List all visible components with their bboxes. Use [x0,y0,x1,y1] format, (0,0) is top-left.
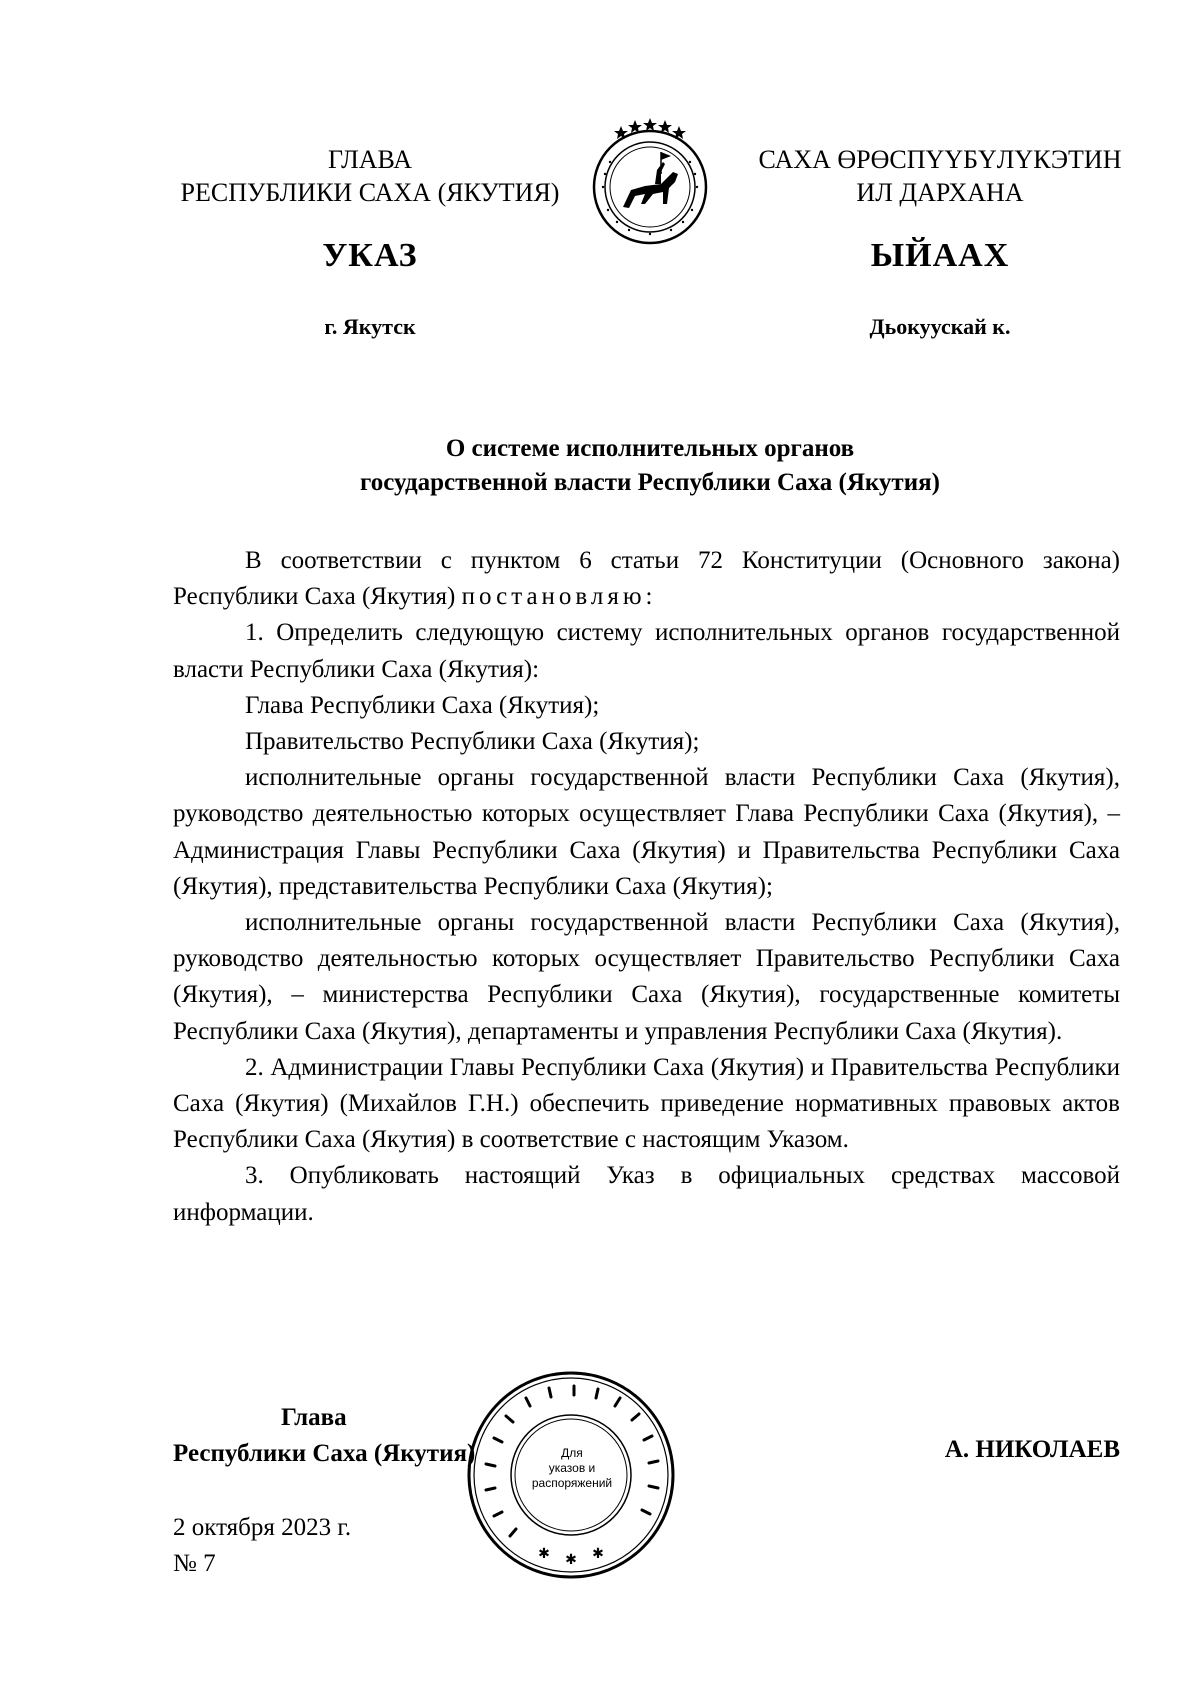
svg-text:✱: ✱ [565,1552,577,1568]
document-date: 2 октября 2023 г. [173,1514,352,1541]
document-title [200,432,1100,500]
signatory-name: А. НИКОЛАЕВ [944,1436,1120,1463]
signatory-title-line2: Республики Саха (Якутия) [173,1440,476,1467]
stamp-center-text [524,1446,620,1491]
clause-1-item-government-bodies: исполнительные органы государственной власти Республики Саха (Якутия), руководство деятельностью которых осуществляет Правительство Республики Саха (Якутия), – министерства Республики Саха (Якутия), государственные комитеты Республики Саха (Якутия), департаменты и управления Республики Саха (Якутия). [173,909,1120,1045]
svg-text:✱: ✱ [592,1546,604,1562]
coat-of-arms-icon [583,112,718,247]
clause-1-item-head-bodies: исполнительные органы государственной власти Республики Саха (Якутия), руководство деятельностью которых осуществляет Глава Республики Саха (Якутия), – Администрация Главы Республики Саха (Якутия) и Правительства Республики Саха (Якутия), представительства Республики Саха (Якутия); [173,764,1120,900]
doc-type-sah: ЫЙААХ [870,237,1010,274]
title-line1: О системе исполнительных органов [445,435,855,462]
city-sah: Дьокуускай к. [869,314,1011,339]
issuer-ru-line2: РЕСПУБЛИКИ САХА (ЯКУТИЯ) [180,178,560,207]
doc-type-ru: УКАЗ [322,237,418,274]
preamble [173,543,1120,615]
issuer-ru [170,143,570,343]
clause-2: 2. Администрации Главы Республики Саха (Якутия) и Правительства Республики Саха (Якутия) (Михайлов Г.Н.) обеспечить приведение нормативных правовых актов Республики Саха (Якутия) в соответствие с настоящим Указом. [173,1053,1120,1154]
document-date-number [173,1510,351,1582]
clause-3: 3. Опубликовать настоящий Указ в официальных средствах массовой информации. [173,1162,1120,1226]
issuer-sah-line1: САХА ӨРӨСПҮҮБҮЛҮКЭТИН [758,145,1122,174]
stamp-center-line3: распоряжений [531,1476,613,1490]
svg-text:✱: ✱ [538,1546,550,1562]
title-line2: государственной власти Республики Саха (Якутия) [360,469,940,496]
issuer-ru-line1: ГЛАВА [328,145,412,174]
issuer-sah-line2: ИЛ ДАРХАНА [856,178,1024,207]
document-number: № 7 [173,1550,216,1577]
stamp-center-line1: Для [561,1446,583,1460]
stamp-center-line2: указов и [548,1461,596,1475]
clause-1: 1. Определить следующую систему исполнительных органов государственной власти Республики Саха (Якутия): [173,619,1120,683]
clause-1-item-head: Глава Республики Саха (Якутия); [245,691,600,719]
clause-1-item-government: Правительство Республики Саха (Якутия); [245,728,700,756]
city-ru: г. Якутск [324,314,416,339]
resolve-word: постановляю: [461,583,657,611]
signatory-title-line1: Глава [281,1404,347,1431]
document-body [173,543,1120,1231]
preamble-text: В соответствии с пунктом 6 статьи 72 Конституции (Основного закона) Республики Саха (Якутия) [173,547,1120,611]
issuer-sah [750,143,1130,343]
